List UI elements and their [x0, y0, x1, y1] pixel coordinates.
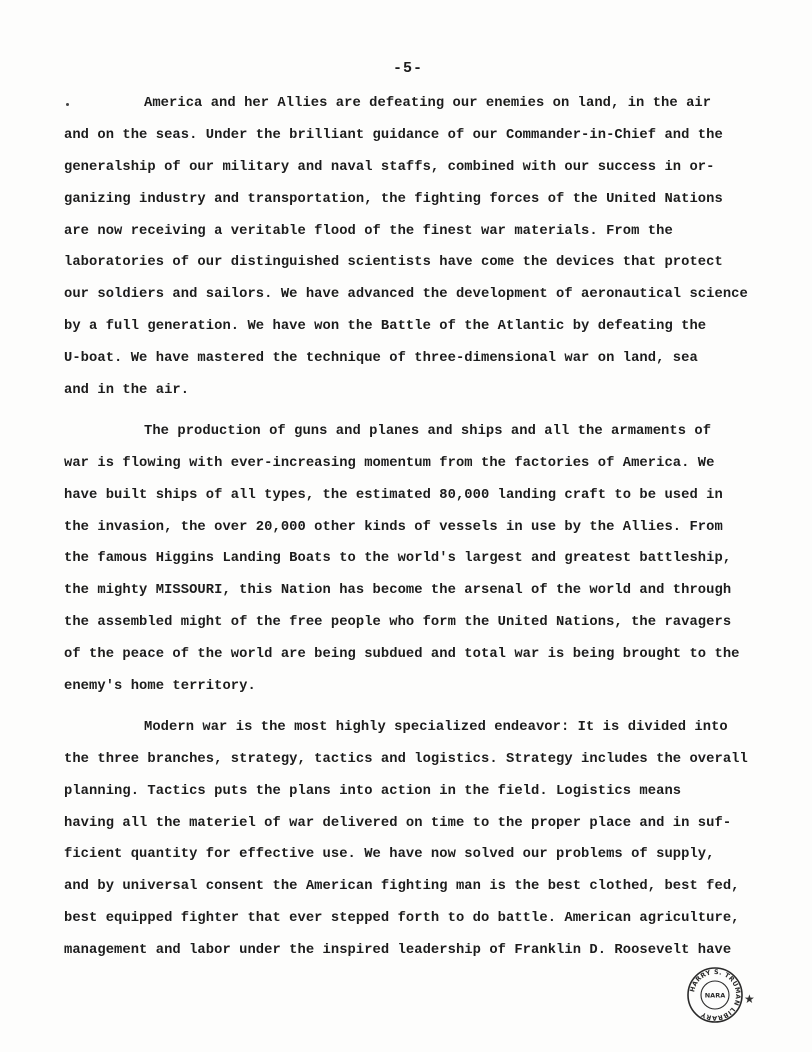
text-line: ganizing industry and transportation, the fighting forces of the United Nations — [64, 191, 723, 207]
text-line: and on the seas. Under the brilliant guidance of our Commander-in-Chief and the — [64, 127, 723, 143]
text-line: U-boat. We have mastered the technique of three-dimensional war on land, sea — [64, 351, 698, 367]
svg-text:NARA: NARA — [704, 991, 726, 1000]
text-line: the mighty MISSOURI, this Nation has become the arsenal of the world and through — [64, 583, 732, 599]
library-stamp-icon — [686, 966, 744, 1024]
text-line: having all the materiel of war delivered on time to the proper place and in suf- — [64, 815, 732, 831]
text-line: The production of guns and planes and ships and all the armaments of — [144, 423, 712, 439]
text-line: by a full generation. We have won the Battle of the Atlantic by defeating the — [64, 319, 707, 335]
text-line: have built ships of all types, the estimated 80,000 landing craft to be used in — [64, 487, 723, 503]
paragraph-3 — [64, 712, 754, 967]
svg-text:HARRY S. TRUMAN LIBRARY: HARRY S. TRUMAN LIBRARY — [688, 967, 743, 1023]
text-line: our soldiers and sailors. We have advanced the development of aeronautical science — [64, 287, 748, 303]
text-line: and by universal consent the American fighting man is the best clothed, best fed, — [64, 879, 740, 895]
paragraph-2 — [64, 416, 754, 703]
text-line: planning. Tactics puts the plans into action in the field. Logistics means — [64, 783, 682, 799]
text-line: Modern war is the most highly specialized endeavor: It is divided into — [144, 719, 728, 735]
paragraph-1 — [64, 88, 754, 407]
text-line: management and labor under the inspired leadership of Franklin D. Roosevelt have — [64, 943, 732, 959]
body-text — [64, 88, 754, 967]
text-line: America and her Allies are defeating our enemies on land, in the air — [144, 96, 712, 111]
text-line: best equipped fighter that ever stepped forth to do battle. American agriculture, — [64, 911, 740, 927]
text-line: laboratories of our distinguished scientists have come the devices that protect — [64, 255, 723, 271]
text-line: enemy's home territory. — [64, 679, 256, 695]
text-line: the three branches, strategy, tactics and logistics. Strategy includes the overall — [64, 751, 748, 767]
text-line: of the peace of the world are being subdued and total war is being brought to the — [64, 647, 740, 663]
text-line: and in the air. — [64, 383, 190, 399]
page-number: -5- — [392, 60, 423, 77]
text-line: the famous Higgins Landing Boats to the world's largest and greatest battleship, — [64, 551, 732, 567]
text-line: the assembled might of the free people who form the United Nations, the ravagers — [64, 615, 732, 631]
text-line: generalship of our military and naval staffs, combined with our success in or- — [64, 159, 715, 175]
text-line: are now receiving a veritable flood of the finest war materials. From the — [64, 223, 673, 239]
text-line: war is flowing with ever-increasing momentum from the factories of America. We — [64, 455, 715, 471]
stamp-star-icon: ★ — [744, 992, 755, 1006]
text-line: the invasion, the over 20,000 other kinds of vessels in use by the Allies. From — [64, 519, 723, 535]
text-line: ficient quantity for effective use. We have now solved our problems of supply, — [64, 847, 715, 863]
